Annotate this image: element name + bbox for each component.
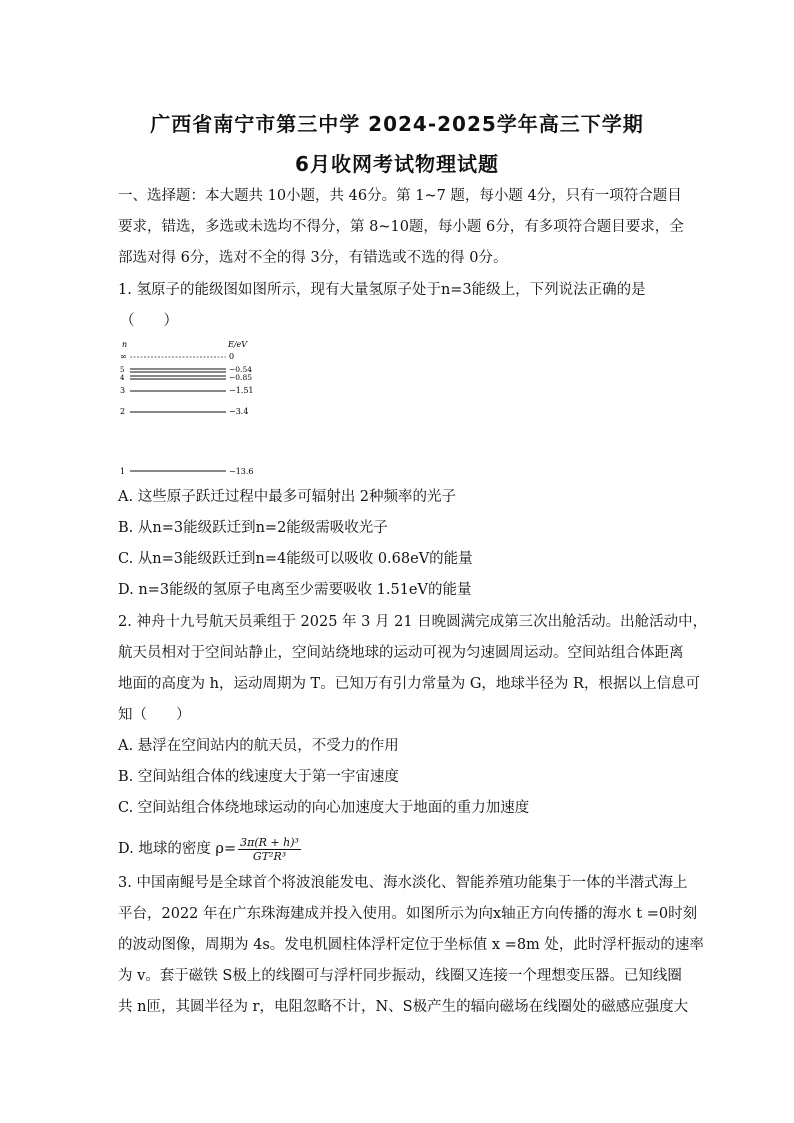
level-e-4: −0.85 <box>229 373 252 382</box>
q3-stem-line3: 的波动图像，周期为 4s。发电机圆柱体浮杆定位于坐标值 x =8m 处，此时浮杆振动的速率 <box>118 937 704 953</box>
q2-stem-line1: 2. 神舟十九号航天员乘组于 2025 年 3 月 21 日晚圆满完成第三次出舱活动。出舱活动中， <box>118 614 708 630</box>
section-instructions-line3: 部选对得 6分，选对不全的得 3分，有错选或不选的得 0分。 <box>118 250 508 266</box>
q1-option-b: B. 从n=3能级跃迁到n=2能级需吸收光子 <box>118 520 388 536</box>
q1-option-a: A. 这些原子跃迁过程中最多可辐射出 2种频率的光子 <box>118 489 457 505</box>
diagram-e-header: E/eV <box>228 340 248 349</box>
density-numerator: 3π(R + h)³ <box>240 835 299 849</box>
exam-title-line2: 6月收网考试物理试题 <box>295 152 499 176</box>
level-n-1: 1 <box>120 467 126 476</box>
q2-option-b: B. 空间站组合体的线速度大于第一宇宙速度 <box>118 769 399 785</box>
q1-stem: 1. 氢原子的能级图如图所示，现有大量氢原子处于n=3能级上，下列说法正确的是 <box>118 282 646 298</box>
q3-stem-line2: 平台，2022 年在广东珠海建成并投入使用。如图所示为向x轴正方向传播的海水 t =0时刻 <box>118 906 698 922</box>
level-e-1: −13.6 <box>229 467 254 476</box>
q2-option-a: A. 悬浮在空间站内的航天员，不受力的作用 <box>118 738 399 754</box>
q1-option-c: C. 从n=3能级跃迁到n=4能级可以吸收 0.68eV的能量 <box>118 551 473 567</box>
level-n-inf: ∞ <box>120 352 127 361</box>
q2-option-d-prefix: D. 地球的密度 ρ= <box>118 841 237 857</box>
density-denominator: GT²R³ <box>252 849 287 863</box>
q2-stem-line2: 航天员相对于空间站静止，空间站绕地球的运动可视为匀速圆周运动。空间站组合体距离 <box>118 645 684 661</box>
section-instructions-line1: 一、选择题：本大题共 10小题，共 46分。第 1~7 题，每小题 4分，只有一项符合题目 <box>118 188 682 204</box>
q1-answer-paren: （ ） <box>120 313 178 329</box>
level-e-2: −3.4 <box>229 407 249 416</box>
level-n-5: 5 <box>120 366 125 374</box>
q2-option-c: C. 空间站组合体绕地球运动的向心加速度大于地面的重力加速度 <box>118 800 530 816</box>
section-instructions-line2: 要求，错选，多选或未选均不得分，第 8~10题，每小题 6分，有多项符合题目要求，全 <box>118 219 684 235</box>
energy-level-diagram <box>118 336 278 476</box>
exam-title-line1: 广西省南宁市第三中学 2024-2025学年高三下学期 <box>150 112 644 136</box>
level-e-inf: 0 <box>229 352 235 361</box>
diagram-n-header: n <box>122 340 128 349</box>
level-n-4: 4 <box>120 374 125 382</box>
q3-stem-line1: 3. 中国南鲲号是全球首个将波浪能发电、海水淡化、智能养殖功能集于一体的半潜式海上 <box>118 875 688 891</box>
q3-stem-line5: 共 n匝，其圆半径为 r，电阻忽略不计，N、S极产生的辐向磁场在线圈处的磁感应强度大 <box>118 999 689 1015</box>
q2-stem-line4: 知（ ） <box>118 707 191 723</box>
level-n-3: 3 <box>120 386 126 395</box>
level-e-5: −0.54 <box>229 365 252 374</box>
q3-stem-line4: 为 v。套于磁铁 S极上的线圈可与浮杆同步振动，线圈又连接一个理想变压器。已知线圈 <box>118 968 682 984</box>
q1-option-d: D. n=3能级的氢原子电离至少需要吸收 1.51eV的能量 <box>118 582 472 598</box>
level-n-2: 2 <box>120 407 126 416</box>
density-fraction <box>238 836 301 863</box>
q2-stem-line3: 地面的高度为 h，运动周期为 T。已知万有引力常量为 G，地球半径为 R，根据以上信息可 <box>118 676 700 692</box>
level-e-3: −1.51 <box>229 386 254 395</box>
q2-option-d <box>118 834 678 864</box>
